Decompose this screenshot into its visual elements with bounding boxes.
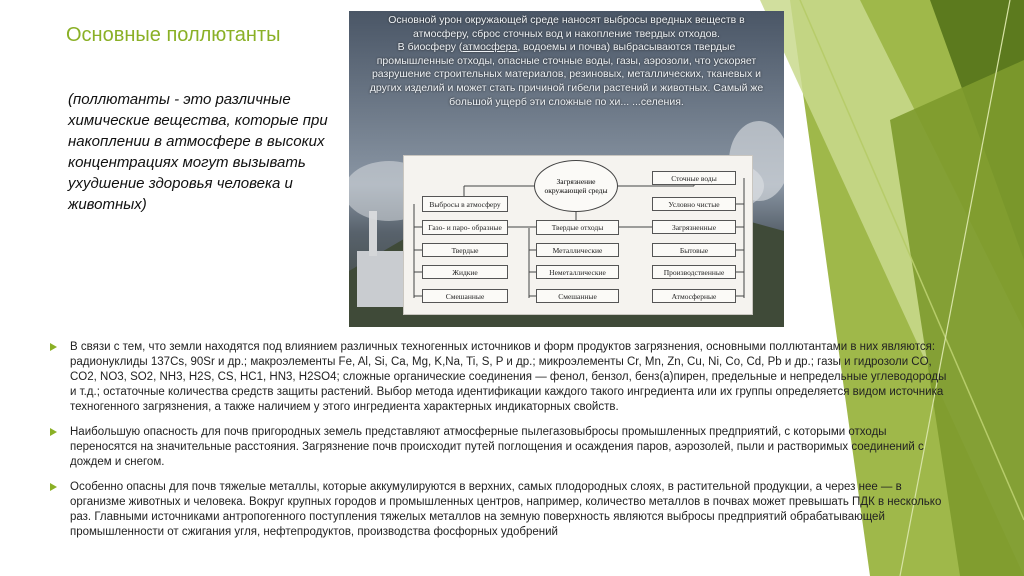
bullet-list <box>50 340 950 550</box>
definition-text: (поллютанты - это различные химические вещества, которые при накоплении в атмосфере в высоких концентрациях могут вызывать ухудшение здоровья человека и животных) <box>68 91 328 213</box>
diagram-middle-item: Неметаллические <box>536 265 619 279</box>
diagram-left-item: Жидкие <box>422 265 508 279</box>
diagram-middle-item: Металлические <box>536 243 619 257</box>
list-item <box>50 340 950 415</box>
slide-title: Основные поллютанты <box>66 24 281 46</box>
caption-line-2 <box>359 41 774 109</box>
diagram-right-item: Условно чистые <box>652 197 736 211</box>
caption-line-1: Основной урон окружающей среде наносят выбросы вредных веществ в атмосферу, сброс сточных вод и накопление твердых отходов. <box>388 14 745 40</box>
list-item <box>50 425 950 470</box>
diagram-left-head: Выбросы в атмосферу <box>422 196 508 212</box>
diagram-middle-head: Твердые отходы <box>536 220 619 235</box>
list-item <box>50 480 950 540</box>
pollution-photo <box>349 11 784 327</box>
pollution-diagram <box>403 155 753 315</box>
bullet-arrow-icon <box>50 343 57 351</box>
bullet-text: В связи с тем, что земли находятся под влиянием различных техногенных источников и форм продуктов загрязнения, основными поллютантами в них являются: радионуклиды 137Cs, 90Sr и др.; макроэлементы Fe, Al, Si, Ca, Mg, K,Na, Ti, S, P и др.; микроэлементы Cr, Mn, Zn, Cu, Ni, Co, Cd, Pb и др.; газы и гидрозоли CO, CO2, NO3, SO2, NH3, H2S, CS, HC1, HN3, H2SO4; сложные органические соединения — фенол, бензол, бенз(а)пирен, предельные и непредельные углеводороды и т.д.; остаточные количества средств защиты растений. Выбор метода идентификации каждого такого ингредиента или их группы определяется видом источника техногенного загрязнения, а также наличием у этого ингредиента характерных индикаторных свойств. <box>70 341 947 413</box>
diagram-middle-item: Смешанные <box>536 289 619 303</box>
diagram-left-item: Газо- и паро- образные <box>422 220 508 235</box>
diagram-right-item: Атмосферные <box>652 289 736 303</box>
diagram-left-item: Твердые <box>422 243 508 257</box>
caption-post: , водоемы и почва) выбрасываются твердые промышленные отходы, опасные сточные воды, газы, аэрозоли, что ускоряет разрушение строительных материалов, резиновых, металлических, тканевых и других изделий и может стать причиной гибели растений и животных. Самый же большой ущерб эти сложные по хи... ...селения. <box>369 41 764 108</box>
atmosphere-link[interactable]: атмосфера <box>462 41 518 54</box>
diagram-right-item: Загрязненные <box>652 220 736 234</box>
bullet-arrow-icon <box>50 428 57 436</box>
diagram-left-item: Смешанные <box>422 289 508 303</box>
diagram-right-head: Сточные воды <box>652 171 736 185</box>
diagram-right-item: Бытовые <box>652 243 736 257</box>
bullet-arrow-icon <box>50 483 57 491</box>
diagram-center-node: Загрязнение окружающей среды <box>534 160 618 212</box>
bullet-text: Особенно опасны для почв тяжелые металлы, которые аккумулируются в верхних, самых плодородных слоях, в растительной продукции, а через нее — в организме животных и человека. Вокруг крупных городов и промышленных центров, например, количество металлов в почвах может превышать ПДК в несколько раз. Главными источниками антропогенного поступления тяжелых металлов на земную поверхность являются выбросы предприятий обрабатывающей промышленности от сжигания угля, нефтепродуктов, производства фосфорных удобрений <box>70 481 942 538</box>
bullet-text: Наибольшую опасность для почв пригородных земель представляют атмосферные пылегазовыбросы промышленных предприятий, с которыми отходы переносятся на значительные расстояния. Загрязнение почв происходит путей поглощения и осаждения паров, аэрозолей, пыли и растворимых соединений с дождем и снегом. <box>70 426 924 468</box>
caption-pre: В биосферу ( <box>397 41 463 54</box>
photo-caption <box>359 14 774 109</box>
diagram-right-item: Производственные <box>652 265 736 279</box>
